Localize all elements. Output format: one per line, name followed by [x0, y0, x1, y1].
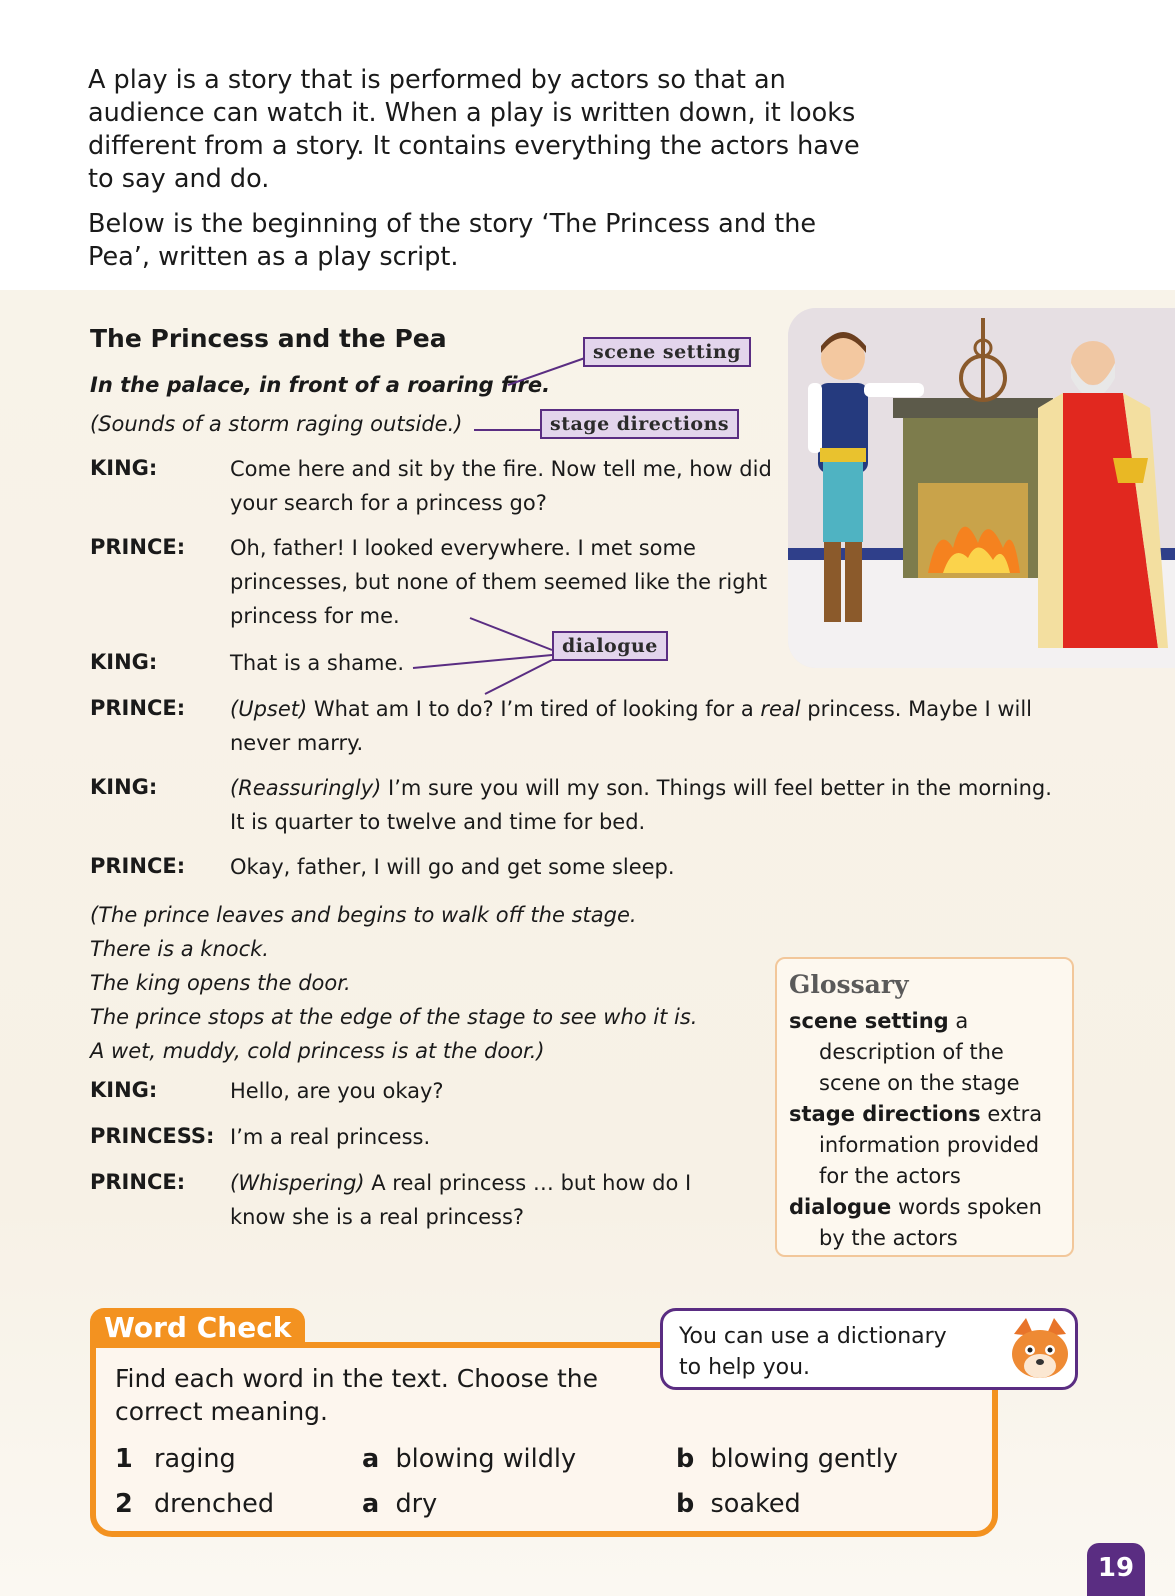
intro-paragraph-2: Below is the beginning of the story ‘The Princess and the Pea’, written as a play script.: [88, 209, 817, 272]
dialogue-line: Oh, father! I looked everywhere. I met some princesses, but none of them seemed like the right princess for me.: [230, 536, 768, 628]
speaker-prince: PRINCE:: [90, 696, 186, 720]
speaker-king: KING:: [90, 1078, 158, 1102]
word-check-instruction: Find each word in the text. Choose the correct meaning.: [115, 1364, 599, 1426]
glossary-entry: scene setting a description of the scene on the stage: [789, 1009, 1020, 1095]
glossary-box: [775, 957, 1074, 1257]
speaker-king: KING:: [90, 775, 158, 799]
dialogue-line: That is a shame.: [230, 651, 405, 675]
play-title: The Princess and the Pea: [90, 324, 447, 353]
word-check-word: raging: [154, 1444, 236, 1474]
dialogue-line: Come here and sit by the fire. Now tell me, how did your search for a princess go?: [230, 457, 772, 515]
dialogue-line: Hello, are you okay?: [230, 1079, 444, 1103]
dialogue-line: I’m a real princess.: [230, 1125, 431, 1149]
dialogue-line: (Reassuringly) I’m sure you will my son. Things will feel better in the morning. It is quarter to twelve and time for bed.: [230, 776, 1052, 834]
option-a[interactable]: a dry: [362, 1489, 438, 1519]
stage-direction-text: (Sounds of a storm raging outside.): [90, 412, 463, 436]
glossary-entry: stage directions extra information provided for the actors: [789, 1102, 1043, 1188]
glossary-entry: dialogue words spoken by the actors: [789, 1195, 1042, 1250]
option-a[interactable]: a blowing wildly: [362, 1444, 577, 1474]
dialogue-label: dialogue: [552, 631, 668, 661]
dictionary-tip: You can use a dictionary to help you.: [660, 1308, 1078, 1390]
fox-mascot-icon: [1004, 1314, 1076, 1386]
option-b[interactable]: b soaked: [676, 1489, 801, 1519]
dialogue-line: (Whispering) A real princess … but how do I know she is a real princess?: [230, 1171, 692, 1229]
stage-directions-label: stage directions: [540, 409, 739, 439]
speaker-princess: PRINCESS:: [90, 1124, 215, 1148]
option-b[interactable]: b blowing gently: [676, 1444, 898, 1474]
word-check-title: Word Check: [90, 1308, 305, 1348]
scene-setting-text: In the palace, in front of a roaring fire.: [90, 373, 551, 397]
speaker-prince: PRINCE:: [90, 1170, 186, 1194]
glossary-title: Glossary: [789, 970, 909, 999]
speaker-king: KING:: [90, 456, 158, 480]
word-check-item: 2: [115, 1489, 133, 1519]
word-check-item: 1: [115, 1444, 133, 1474]
word-check-word: drenched: [154, 1489, 275, 1519]
page-number: 19: [1087, 1543, 1145, 1596]
scene-setting-label: scene setting: [583, 337, 751, 367]
stage-direction-block: (The prince leaves and begins to walk off the stage. There is a knock. The king opens the door. The prince stops at the edge of the stage to see who it is. A wet, muddy, cold princess is at the door.): [90, 903, 698, 1063]
dialogue-line: Okay, father, I will go and get some sleep.: [230, 855, 675, 879]
speaker-king: KING:: [90, 650, 158, 674]
speaker-prince: PRINCE:: [90, 854, 186, 878]
speaker-prince: PRINCE:: [90, 535, 186, 559]
intro-paragraph-1: A play is a story that is performed by actors so that an audience can watch it. When a play is written down, it looks different from a story. It contains everything the actors have to say and do.: [88, 65, 860, 194]
dialogue-line: (Upset) What am I to do? I’m tired of looking for a real princess. Maybe I will never marry.: [230, 697, 1032, 755]
